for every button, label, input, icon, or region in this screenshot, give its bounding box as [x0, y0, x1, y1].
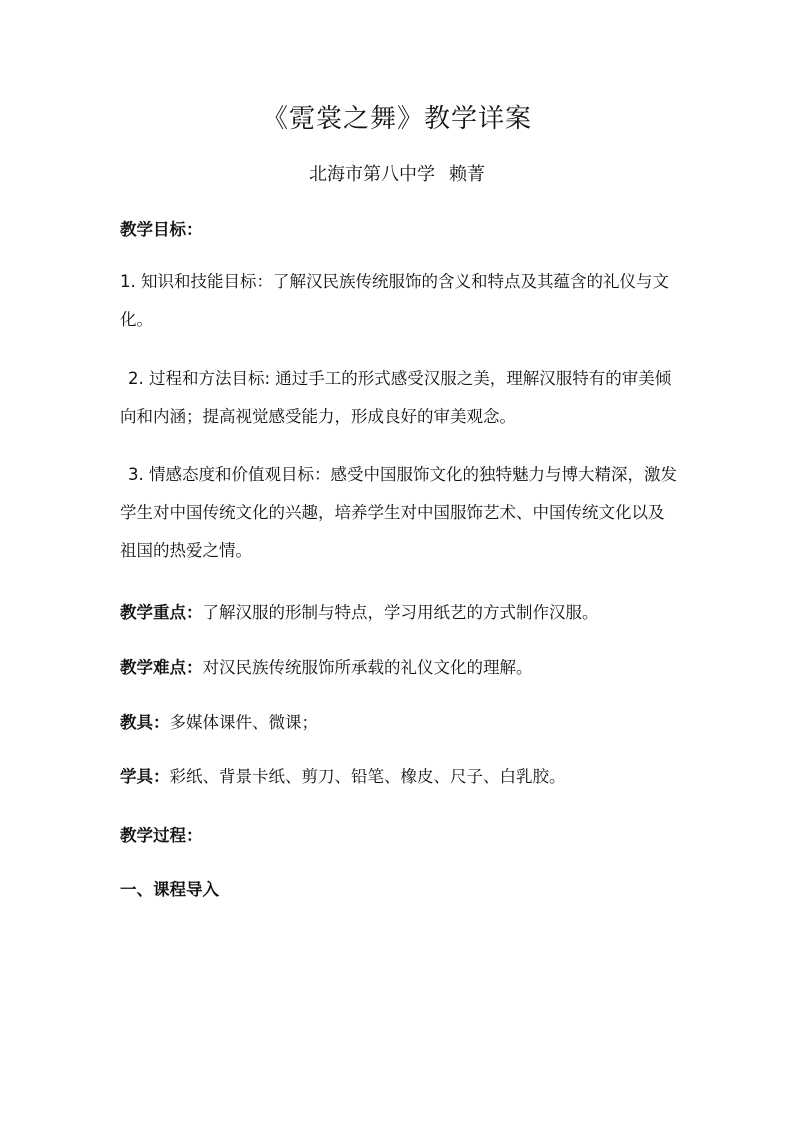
- objective-3: 3. 情感态度和价值观目标：感受中国服饰文化的独特魅力与博大精深，激发学生对中国传统文化的兴趣，培养学生对中国服饰艺术、中国传统文化以及祖国的热爱之情。: [120, 465, 677, 560]
- objectives-heading: 教学目标：: [120, 220, 203, 239]
- difficulty: [120, 649, 680, 687]
- key-point-text: 了解汉服的形制与特点，学习用纸艺的方式制作汉服。: [202, 603, 599, 622]
- difficulty-text: 对汉民族传统服饰所承载的礼仪文化的理解。: [202, 658, 533, 677]
- teaching-tools-text: 多媒体课件、微课；: [169, 713, 318, 732]
- key-point-label: 教学重点：: [120, 603, 203, 622]
- key-point: [120, 594, 680, 632]
- objective-1: 1. 知识和技能目标：了解汉民族传统服饰的含义和特点及其蕴含的礼仪与文化。: [120, 272, 669, 329]
- teaching-tools-label: 教具：: [120, 713, 170, 732]
- school-name: 北海市第八中学: [309, 164, 435, 185]
- document-title: 《霓裳之舞》教学详案: [261, 104, 532, 134]
- difficulty-label: 教学难点：: [120, 658, 203, 677]
- learning-tools-text: 彩纸、背景卡纸、剪刀、铅笔、橡皮、尺子、白乳胶。: [169, 767, 566, 786]
- learning-tools-label: 学具：: [120, 767, 170, 786]
- learning-tools: [120, 758, 680, 796]
- author-name: 赖菁: [449, 164, 485, 185]
- author-line: [0, 160, 794, 186]
- section-1-heading: 一、课程导入: [120, 880, 219, 899]
- process-heading: 教学过程：: [120, 826, 203, 845]
- objective-2: 2. 过程和方法目标: 通过手工的形式感受汉服之美，理解汉服特有的审美倾向和内涵；提高视觉感受能力，形成良好的审美观念。: [120, 369, 672, 426]
- teaching-tools: [120, 704, 680, 742]
